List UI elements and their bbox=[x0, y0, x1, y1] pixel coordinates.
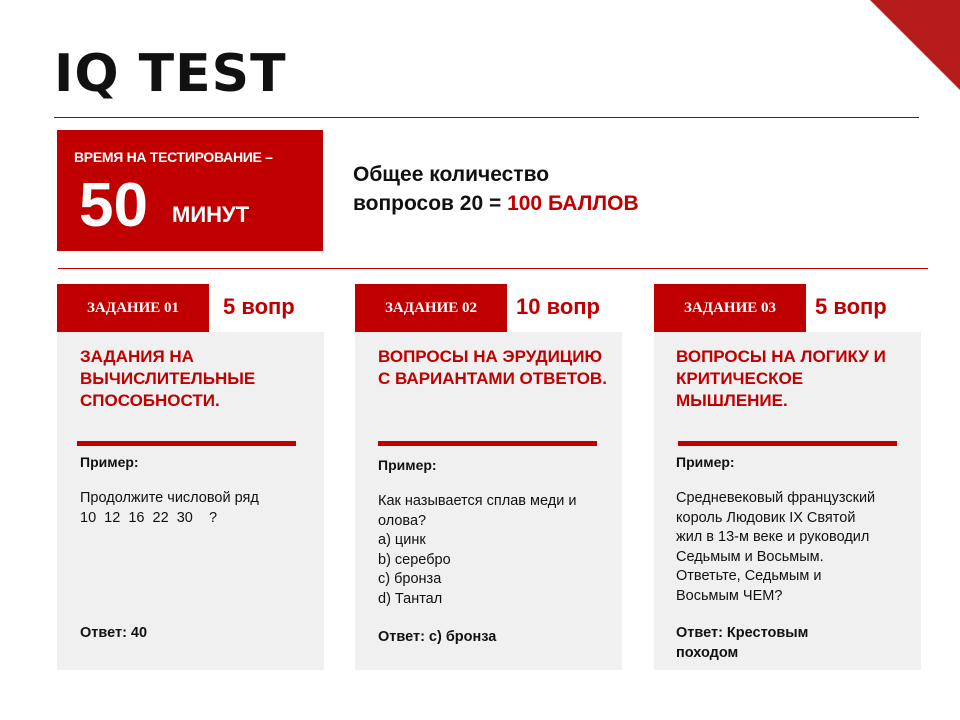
example-line: Продолжите числовой ряд bbox=[80, 490, 259, 506]
example-line: a) цинк bbox=[378, 532, 426, 548]
total-line1: Общее количество bbox=[353, 163, 550, 186]
question-count: 5 вопр bbox=[223, 294, 295, 319]
answer-text: Ответ: Крестовым походом bbox=[676, 625, 809, 661]
time-unit: МИНУТ bbox=[172, 202, 250, 227]
time-label: ВРЕМЯ НА ТЕСТИРОВАНИЕ – bbox=[74, 149, 273, 165]
title-divider bbox=[54, 117, 919, 118]
time-box bbox=[57, 130, 323, 251]
total-questions bbox=[353, 160, 639, 218]
answer-text: Ответ: 40 bbox=[80, 625, 148, 641]
question-count: 10 вопр bbox=[516, 294, 600, 319]
heading-underline bbox=[378, 441, 597, 446]
example-line: 10 12 16 22 30 ? bbox=[80, 509, 218, 526]
example-text bbox=[378, 492, 603, 609]
example-line: d) Тантал bbox=[378, 590, 443, 607]
example-text bbox=[80, 489, 305, 528]
corner-decoration bbox=[870, 0, 960, 90]
example-label: Пример: bbox=[676, 454, 735, 470]
example-text bbox=[676, 489, 901, 606]
example-label: Пример: bbox=[80, 454, 139, 470]
example-line: Ответьте, Седьмым и bbox=[676, 568, 822, 584]
task-heading: ЗАДАНИЯ НА ВЫЧИСЛИТЕЛЬНЫЕ СПОСОБНОСТИ. bbox=[80, 347, 256, 410]
example-label: Пример: bbox=[378, 457, 437, 473]
example-line: король Людовик IX Святой bbox=[676, 509, 856, 526]
total-line2-prefix: вопросов 20 = bbox=[353, 192, 508, 215]
answer-text: Ответ: c) бронза bbox=[378, 629, 497, 645]
example-line: Как называется сплав меди и bbox=[378, 493, 577, 509]
task-card-02 bbox=[355, 284, 622, 670]
example-line: олова? bbox=[378, 512, 427, 529]
example-line: b) серебро bbox=[378, 551, 451, 568]
time-number: 50 bbox=[79, 171, 148, 240]
example-line: жил в 13-м веке и руководил bbox=[676, 529, 870, 545]
task-tag: ЗАДАНИЕ 01 bbox=[57, 284, 209, 332]
section-divider bbox=[58, 268, 928, 269]
task-card-01 bbox=[57, 284, 324, 670]
task-heading: ВОПРОСЫ НА ЛОГИКУ И КРИТИЧЕСКОЕ МЫШЛЕНИЕ. bbox=[676, 347, 886, 410]
example-line: c) бронза bbox=[378, 571, 442, 587]
example-line: Седьмым и Восьмым. bbox=[676, 548, 824, 565]
task-tag: ЗАДАНИЕ 03 bbox=[654, 284, 806, 332]
total-points: 100 БАЛЛОВ bbox=[507, 192, 639, 215]
heading-underline bbox=[678, 441, 897, 446]
question-count: 5 вопр bbox=[815, 294, 887, 319]
heading-underline bbox=[77, 441, 296, 446]
task-heading: ВОПРОСЫ НА ЭРУДИЦИЮ С ВАРИАНТАМИ ОТВЕТОВ. bbox=[378, 347, 607, 388]
page-title: IQ TEST bbox=[54, 44, 287, 104]
task-card-03 bbox=[654, 284, 921, 670]
task-tag: ЗАДАНИЕ 02 bbox=[355, 284, 507, 332]
example-line: Восьмым ЧЕМ? bbox=[676, 587, 783, 604]
example-line: Средневековый французский bbox=[676, 490, 876, 506]
